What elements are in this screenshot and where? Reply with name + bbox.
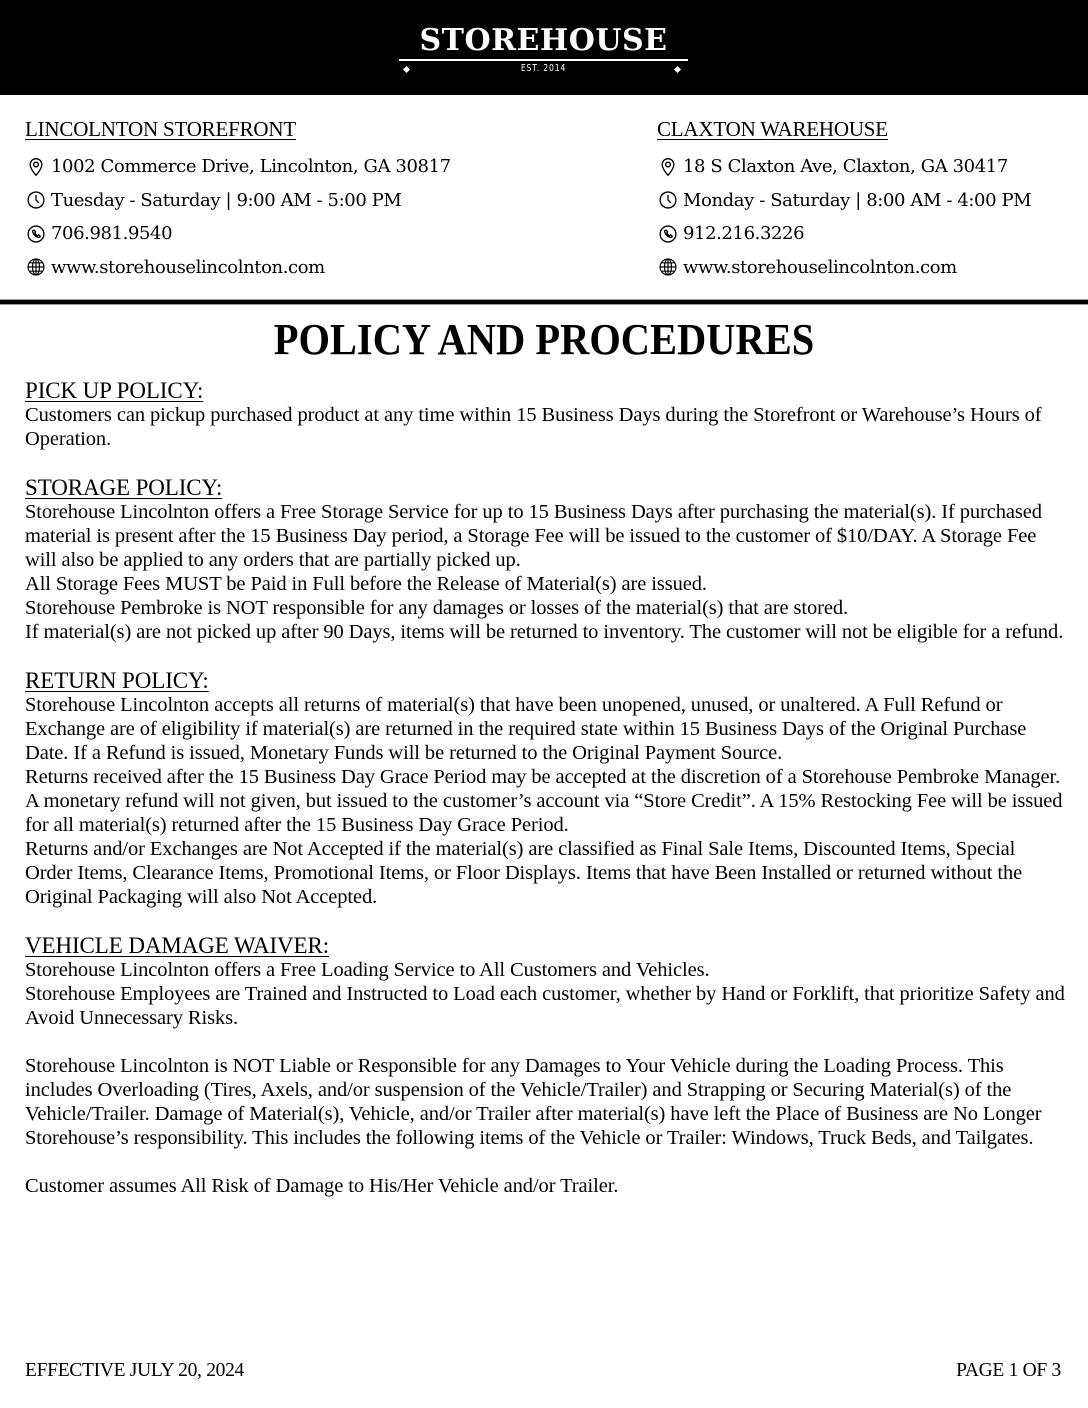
section-heading: STORAGE POLICY: bbox=[25, 475, 223, 500]
paragraph: Storehouse Pembroke is NOT responsible for any damages or losses of the material(s) that are stored. bbox=[25, 597, 849, 619]
phone-icon bbox=[657, 223, 679, 245]
section-divider bbox=[0, 299, 1088, 305]
brand-established: EST. 2014 bbox=[520, 63, 567, 74]
globe-icon bbox=[657, 256, 679, 278]
section-storage-policy bbox=[25, 475, 1065, 644]
phone-icon bbox=[25, 223, 47, 245]
paragraph-spacer bbox=[25, 1150, 1065, 1174]
paragraph: Storehouse Lincolnton is NOT Liable or Responsible for any Damages to Your Vehicle during the Loading Process. This includes Overloading (Tires, Axels, and/or suspension of the Vehicle/Trailer) and Strapping or Securing Material(s) of the Vehicle/Trailer. Damage of Material(s), Vehicle, and/or Trailer after material(s) have left the Place of Business are No Longer Storehouse’s responsibility. This includes the following items of the Vehicle or Trailer: Windows, Truck Beds, and Tailgates. bbox=[25, 1055, 1042, 1149]
paragraph: Returns and/or Exchanges are Not Accepted if the material(s) are classified as Final Sale Items, Discounted Items, Special Order Items, Clearance Items, Promotional Items, or Floor Displays. Items that have Been Installed or returned without the Original Packaging will also Not Accepted. bbox=[25, 838, 1023, 908]
location-title: CLAXTON WAREHOUSE bbox=[657, 117, 888, 141]
section-pickup-policy bbox=[25, 378, 1065, 451]
page-title: POLICY AND PROCEDURES bbox=[273, 315, 815, 364]
diamond-icon bbox=[403, 66, 410, 73]
policy-content bbox=[25, 378, 1065, 1222]
paragraph: Customer assumes All Risk of Damage to His/Her Vehicle and/or Trailer. bbox=[25, 1175, 619, 1197]
location-hours: Monday - Saturday | 8:00 AM - 4:00 PM bbox=[657, 184, 1031, 218]
page-number: PAGE 1 OF 3 bbox=[956, 1360, 1061, 1381]
clock-icon bbox=[25, 189, 47, 211]
location-hours: Tuesday - Saturday | 9:00 AM - 5:00 PM bbox=[25, 184, 451, 218]
paragraph: Storehouse Employees are Trained and Instructed to Load each customer, whether by Hand or Forklift, that prioritize Safety and Avoid Unnecessary Risks. bbox=[25, 983, 1065, 1029]
website-link[interactable]: www.storehouselincolnton.com bbox=[51, 256, 325, 278]
location-claxton-warehouse bbox=[657, 116, 1031, 284]
section-heading: RETURN POLICY: bbox=[25, 668, 209, 693]
section-heading: PICK UP POLICY: bbox=[25, 378, 204, 403]
location-website[interactable] bbox=[25, 251, 451, 285]
location-address: 18 S Claxton Ave, Claxton, GA 30417 bbox=[657, 150, 1031, 184]
location-lincolnton-storefront bbox=[25, 116, 451, 284]
map-pin-icon bbox=[25, 156, 47, 178]
location-phone: 706.981.9540 bbox=[25, 217, 451, 251]
brand-name: STOREHOUSE bbox=[419, 23, 668, 58]
globe-icon bbox=[25, 256, 47, 278]
website-link[interactable]: www.storehouselincolnton.com bbox=[683, 256, 957, 278]
paragraph: Storehouse Lincolnton offers a Free Storage Service for up to 15 Business Days after purchasing the material(s). If purchased material is present after the 15 Business Day period, a Storage Fee will be issued to the customer of $10/DAY. A Storage Fee will also be applied to any orders that are partially picked up. bbox=[25, 501, 1042, 571]
location-address: 1002 Commerce Drive, Lincolnton, GA 30817 bbox=[25, 150, 451, 184]
section-heading: VEHICLE DAMAGE WAIVER: bbox=[25, 933, 330, 958]
diamond-icon bbox=[674, 66, 681, 73]
effective-date: EFFECTIVE JULY 20, 2024 bbox=[25, 1360, 245, 1381]
storehouse-logo bbox=[399, 24, 688, 82]
paragraph: Returns received after the 15 Business Day Grace Period may be accepted at the discretion of a Storehouse Pembroke Manager. A monetary refund will not given, but issued to the customer’s account via “Store Credit”. A 15% Restocking Fee will be issued for all material(s) returned after the 15 Business Day Grace Period. bbox=[25, 766, 1063, 836]
paragraph: Customers can pickup purchased product at any time within 15 Business Days during the Storefront or Warehouse’s Hours of Operation. bbox=[25, 404, 1042, 450]
location-title: LINCOLNTON STOREFRONT bbox=[25, 117, 296, 141]
paragraph: Storehouse Lincolnton offers a Free Loading Service to All Customers and Vehicles. bbox=[25, 959, 710, 981]
paragraph: If material(s) are not picked up after 90 Days, items will be returned to inventory. The customer will not be eligible for a refund. bbox=[25, 621, 1064, 643]
header-band bbox=[0, 0, 1088, 95]
paragraph-spacer bbox=[25, 1030, 1065, 1054]
paragraph: Storehouse Lincolnton accepts all returns of material(s) that have been unopened, unused, or unaltered. A Full Refund or Exchange are of eligibility if material(s) are returned in the required state within 15 Business Days of the Original Purchase Date. If a Refund is issued, Monetary Funds will be returned to the Original Payment Source. bbox=[25, 694, 1027, 764]
section-vehicle-damage-waiver bbox=[25, 933, 1065, 1198]
logo-divider bbox=[399, 59, 688, 61]
location-phone: 912.216.3226 bbox=[657, 217, 1031, 251]
map-pin-icon bbox=[657, 156, 679, 178]
clock-icon bbox=[657, 189, 679, 211]
section-return-policy bbox=[25, 668, 1065, 909]
paragraph: All Storage Fees MUST be Paid in Full before the Release of Material(s) are issued. bbox=[25, 573, 707, 595]
location-website[interactable] bbox=[657, 251, 1031, 285]
